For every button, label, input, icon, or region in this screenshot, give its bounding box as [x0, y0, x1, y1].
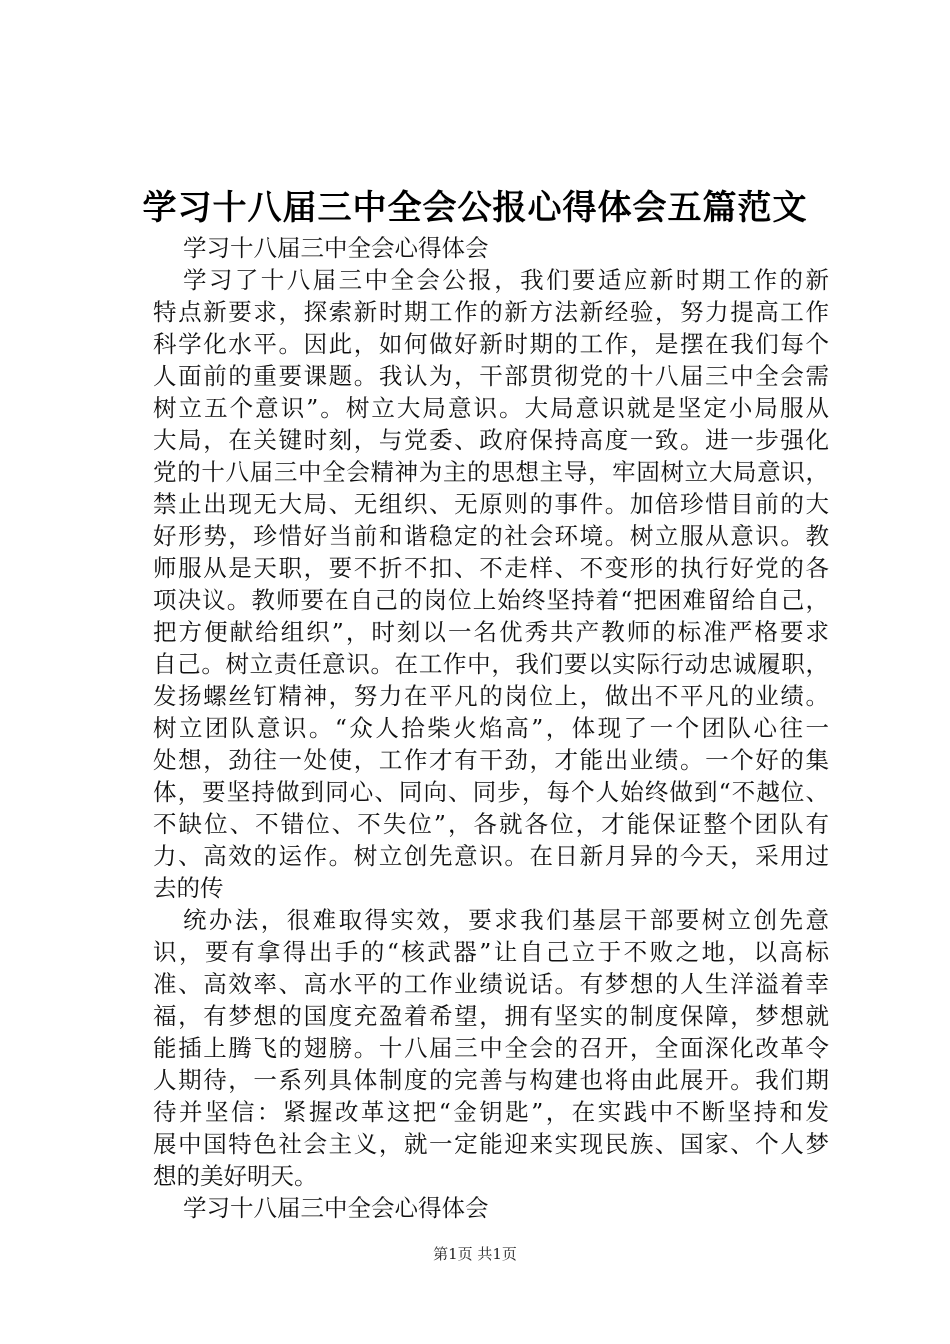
- paragraph-line: 力、高效的运作。树立创先意识。在日新月异的今天，采用过: [153, 842, 829, 870]
- paragraph-line: 师服从是天职，要不折不扣、不走样、不变形的执行好党的各: [153, 554, 829, 582]
- paragraph-line: 待并坚信：紧握改革这把“金钥匙”，在实践中不断坚持和发: [153, 1098, 829, 1126]
- paragraph-line: 禁止出现无大局、无组织、无原则的事件。加倍珍惜目前的大: [153, 490, 829, 518]
- paragraph-line: 人面前的重要课题。我认为，干部贯彻党的十八届三中全会需: [153, 362, 829, 390]
- paragraph-line: 展中国特色社会主义，就一定能迎来实现民族、国家、个人梦: [153, 1130, 829, 1158]
- paragraph-line: 项决议。教师要在自己的岗位上始终坚持着“把困难留给自己，: [153, 586, 829, 614]
- paragraph-line: 学习十八届三中全会心得体会: [183, 234, 489, 262]
- paragraph-line: 特点新要求，探索新时期工作的新方法新经验，努力提高工作: [153, 298, 829, 326]
- paragraph-line: 党的十八届三中全会精神为主的思想主导，牢固树立大局意识，: [153, 458, 829, 486]
- paragraph-line: 统办法，很难取得实效，要求我们基层干部要树立创先意: [183, 906, 829, 934]
- paragraph-line: 发扬螺丝钉精神，努力在平凡的岗位上，做出不平凡的业绩。: [153, 682, 829, 710]
- paragraph-line: 体，要坚持做到同心、同向、同步，每个人始终做到“不越位、: [153, 778, 829, 806]
- paragraph-line: 不缺位、不错位、不失位”，各就各位，才能保证整个团队有: [153, 810, 829, 838]
- paragraph-line: 准、高效率、高水平的工作业绩说话。有梦想的人生洋溢着幸: [153, 970, 829, 998]
- paragraph-line: 想的美好明天。: [153, 1162, 318, 1190]
- paragraph-line: 学习十八届三中全会心得体会: [183, 1194, 489, 1222]
- paragraph-line: 大局，在关键时刻，与党委、政府保持高度一致。进一步强化: [153, 426, 829, 454]
- paragraph-line: 科学化水平。因此，如何做好新时期的工作，是摆在我们每个: [153, 330, 829, 358]
- page-footer: 第1页 共1页: [433, 1245, 517, 1263]
- paragraph-line: 识，要有拿得出手的“核武器”让自己立于不败之地，以高标: [153, 938, 829, 966]
- paragraph-line: 把方便献给组织”，时刻以一名优秀共产教师的标准严格要求: [153, 618, 829, 646]
- paragraph-line: 去的传: [153, 874, 224, 902]
- paragraph-line: 人期待，一系列具体制度的完善与构建也将由此展开。我们期: [153, 1066, 829, 1094]
- document-title: 学习十八届三中全会公报心得体会五篇范文: [142, 188, 808, 228]
- paragraph-line: 树立五个意识”。树立大局意识。大局意识就是坚定小局服从: [153, 394, 829, 422]
- paragraph-line: 福，有梦想的国度充盈着希望，拥有坚实的制度保障，梦想就: [153, 1002, 829, 1030]
- paragraph-line: 自己。树立责任意识。在工作中，我们要以实际行动忠诚履职，: [153, 650, 829, 678]
- paragraph-line: 树立团队意识。“众人拾柴火焰高”，体现了一个团队心往一: [153, 714, 829, 742]
- paragraph-line: 处想，劲往一处使，工作才有干劲，才能出业绩。一个好的集: [153, 746, 829, 774]
- paragraph-line: 能插上腾飞的翅膀。十八届三中全会的召开，全面深化改革令: [153, 1034, 829, 1062]
- document-body: [153, 232, 829, 1224]
- paragraph-line: 学习了十八届三中全会公报，我们要适应新时期工作的新: [183, 266, 829, 294]
- paragraph-line: 好形势，珍惜好当前和谐稳定的社会环境。树立服从意识。教: [153, 522, 829, 550]
